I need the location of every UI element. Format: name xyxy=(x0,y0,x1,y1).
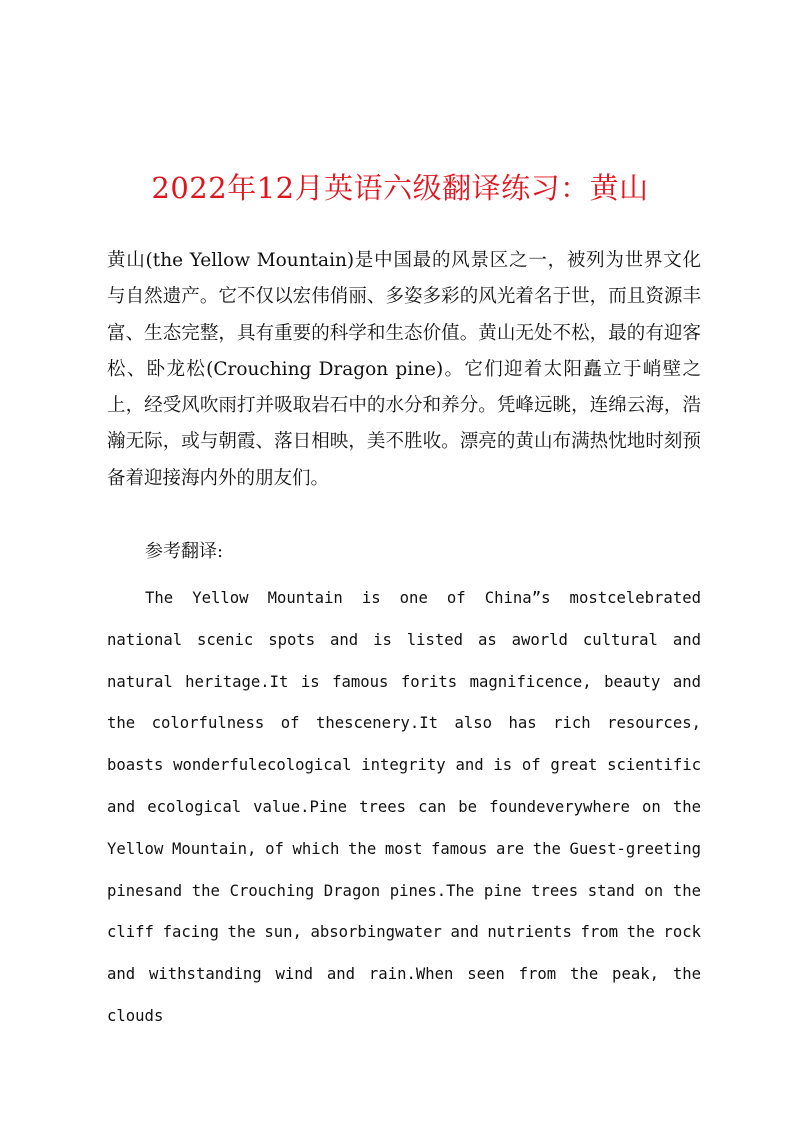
english-translation-paragraph: The Yellow Mountain is one of China”s mostcelebrated national scenic spots and is listed as aworld cultural and natural heritage.It is famous forits magnificence, beauty and the colorfulness of thescenery.It also has rich resources, boasts wonderfulecological integrity and is of great scientific and ecological value.Pine trees can be foundeverywhere on the Yellow Mountain, of which the most famous are the Guest-greeting pinesand the Crouching Dragon pines.The pine trees stand on the cliff facing the sun, absorbingwater and nutrients from the rock and withstanding wind and rain.When seen from the peak, the clouds xyxy=(107,589,701,1025)
reference-translation-label: 参考翻译: xyxy=(145,541,224,562)
chinese-paragraph: 黄山(the Yellow Mountain)是中国最的风景区之一，被列为世界文化与自然遗产。它不仅以宏伟俏丽、多姿多彩的风光着名于世，而且资源丰富、生态完整，具有重要的科学和生态价值。黄山无处不松，最的有迎客松、卧龙松(Crouching Dragon pine)。它们迎着太阳矗立于峭壁之上，经受风吹雨打并吸取岩石中的水分和养分。凭峰远眺，连绵云海，浩瀚无际，或与朝霞、落日相映，美不胜收。漂亮的黄山布满热忱地时刻预备着迎接海内外的朋友们。 xyxy=(107,250,701,489)
page-title: 2022年12月英语六级翻译练习：黄山 xyxy=(151,171,649,205)
